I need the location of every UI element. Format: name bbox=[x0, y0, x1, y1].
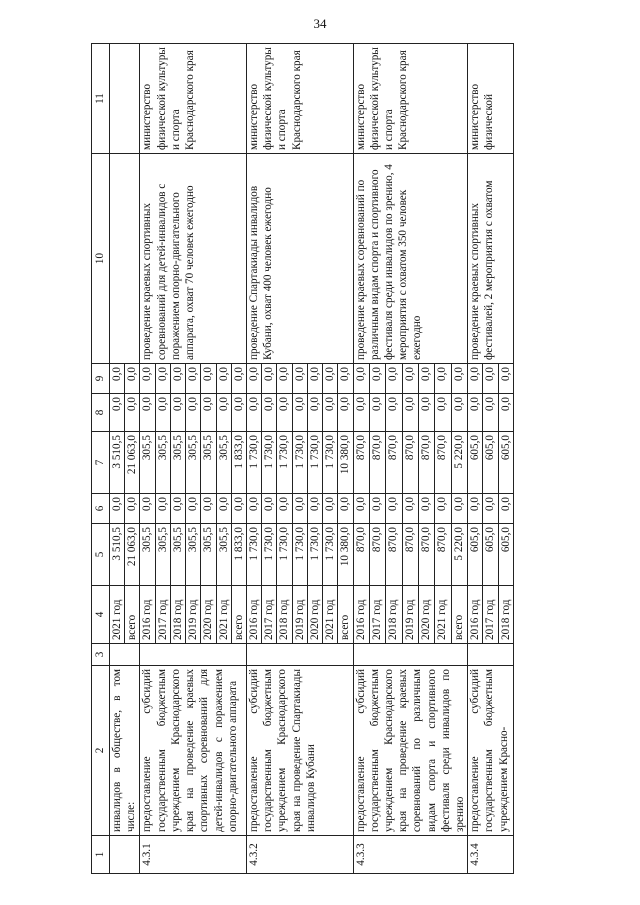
total-funding-cell: 605,0 bbox=[468, 524, 483, 586]
other-funding-cell: 0,0 bbox=[498, 364, 513, 394]
federal-funding-cell: 0,0 bbox=[292, 494, 307, 524]
local-funding-cell: 0,0 bbox=[186, 394, 201, 432]
year-cell: 2018 год bbox=[386, 586, 402, 644]
column-number: 9 bbox=[92, 364, 110, 394]
regional-funding-cell: 5 220,0 bbox=[451, 432, 467, 494]
total-funding-cell: 1 730,0 bbox=[262, 524, 277, 586]
item-number-cell: 4.3.1 bbox=[140, 836, 247, 874]
column-number: 8 bbox=[92, 394, 110, 432]
local-funding-cell: 0,0 bbox=[386, 394, 402, 432]
table-row bbox=[140, 44, 155, 874]
federal-funding-cell: 0,0 bbox=[307, 494, 322, 524]
total-funding-cell: 10 380,0 bbox=[338, 524, 353, 586]
column-3-cell bbox=[140, 644, 247, 666]
local-funding-cell: 0,0 bbox=[246, 394, 261, 432]
column-number: 7 bbox=[92, 432, 110, 494]
other-funding-cell: 0,0 bbox=[231, 364, 246, 394]
local-funding-cell: 0,0 bbox=[498, 394, 513, 432]
local-funding-cell: 0,0 bbox=[419, 394, 435, 432]
federal-funding-cell: 0,0 bbox=[419, 494, 435, 524]
year-cell: 2020 год bbox=[307, 586, 322, 644]
item-name-cell: предоставление субсидий государственным бюджетным учреждением Краснодарского края на проведение Спартакиады инвалидов Кубани bbox=[246, 666, 353, 836]
other-funding-cell: 0,0 bbox=[125, 364, 140, 394]
federal-funding-cell: 0,0 bbox=[323, 494, 338, 524]
other-funding-cell: 0,0 bbox=[155, 364, 170, 394]
year-cell: 2019 год bbox=[186, 586, 201, 644]
total-funding-cell: 305,5 bbox=[170, 524, 185, 586]
local-funding-cell: 0,0 bbox=[155, 394, 170, 432]
total-funding-cell: 5 220,0 bbox=[451, 524, 467, 586]
regional-funding-cell: 1 730,0 bbox=[277, 432, 292, 494]
item-name-cell: предоставление субсидий государственным бюджетным учреждением Краснодарского края на проведение краевых соревнований по различным видам спорта и спортивного фестиваля среди инвалидов по зрению bbox=[353, 666, 468, 836]
year-cell: 2021 год bbox=[323, 586, 338, 644]
federal-funding-cell: 0,0 bbox=[468, 494, 483, 524]
other-funding-cell: 0,0 bbox=[435, 364, 451, 394]
other-funding-cell: 0,0 bbox=[262, 364, 277, 394]
federal-funding-cell: 0,0 bbox=[483, 494, 498, 524]
other-funding-cell: 0,0 bbox=[338, 364, 353, 394]
executor-cell: министерство физической bbox=[468, 44, 514, 154]
year-cell: 2021 год bbox=[110, 586, 125, 644]
column-number: 2 bbox=[92, 666, 110, 836]
year-cell: всего bbox=[451, 586, 467, 644]
regional-funding-cell: 1 730,0 bbox=[246, 432, 261, 494]
table-row bbox=[468, 44, 483, 874]
federal-funding-cell: 0,0 bbox=[246, 494, 261, 524]
program-table bbox=[91, 43, 514, 874]
federal-funding-cell: 0,0 bbox=[231, 494, 246, 524]
total-funding-cell: 870,0 bbox=[435, 524, 451, 586]
rotated-table-container bbox=[91, 44, 541, 874]
year-cell: 2019 год bbox=[402, 586, 418, 644]
total-funding-cell: 1 730,0 bbox=[277, 524, 292, 586]
other-funding-cell: 0,0 bbox=[307, 364, 322, 394]
total-funding-cell: 305,5 bbox=[140, 524, 155, 586]
column-number: 1 bbox=[92, 836, 110, 874]
local-funding-cell: 0,0 bbox=[125, 394, 140, 432]
item-name-cell: предоставление субсидий государственным бюджетным учреждением Красно- bbox=[468, 666, 514, 836]
year-cell: 2016 год bbox=[353, 586, 369, 644]
local-funding-cell: 0,0 bbox=[170, 394, 185, 432]
other-funding-cell: 0,0 bbox=[170, 364, 185, 394]
column-number: 5 bbox=[92, 524, 110, 586]
column-3-cell bbox=[246, 644, 353, 666]
regional-funding-cell: 1 730,0 bbox=[292, 432, 307, 494]
federal-funding-cell: 0,0 bbox=[498, 494, 513, 524]
other-funding-cell: 0,0 bbox=[201, 364, 216, 394]
result-cell: проведение краевых соревнований по различным видам спорта и спортивного фестиваля среди инвалидов по зрению, 4 мероприятия с охватом 350 человек ежегодно bbox=[353, 154, 468, 364]
federal-funding-cell: 0,0 bbox=[435, 494, 451, 524]
federal-funding-cell: 0,0 bbox=[155, 494, 170, 524]
other-funding-cell: 0,0 bbox=[140, 364, 155, 394]
year-cell: 2020 год bbox=[419, 586, 435, 644]
year-cell: 2017 год bbox=[369, 586, 385, 644]
regional-funding-cell: 870,0 bbox=[435, 432, 451, 494]
regional-funding-cell: 305,5 bbox=[186, 432, 201, 494]
regional-funding-cell: 1 730,0 bbox=[323, 432, 338, 494]
federal-funding-cell: 0,0 bbox=[338, 494, 353, 524]
federal-funding-cell: 0,0 bbox=[140, 494, 155, 524]
local-funding-cell: 0,0 bbox=[231, 394, 246, 432]
other-funding-cell: 0,0 bbox=[451, 364, 467, 394]
local-funding-cell: 0,0 bbox=[323, 394, 338, 432]
local-funding-cell: 0,0 bbox=[140, 394, 155, 432]
item-name-cell: предоставление субсидий государственным бюджетным учреждением Краснодарского края на проведение краевых спортивных соревнований для детей-инвалидов с поражением опорно-двигательного аппарата bbox=[140, 666, 247, 836]
total-funding-cell: 3 510,5 bbox=[110, 524, 125, 586]
executor-cell: министерство физической культуры и спорта Краснодарского края bbox=[140, 44, 247, 154]
local-funding-cell: 0,0 bbox=[353, 394, 369, 432]
column-3-cell bbox=[353, 644, 468, 666]
total-funding-cell: 305,5 bbox=[155, 524, 170, 586]
year-cell: 2018 год bbox=[170, 586, 185, 644]
federal-funding-cell: 0,0 bbox=[262, 494, 277, 524]
total-funding-cell: 305,5 bbox=[201, 524, 216, 586]
regional-funding-cell: 305,5 bbox=[155, 432, 170, 494]
federal-funding-cell: 0,0 bbox=[402, 494, 418, 524]
total-funding-cell: 870,0 bbox=[369, 524, 385, 586]
year-cell: всего bbox=[231, 586, 246, 644]
column-number: 4 bbox=[92, 586, 110, 644]
total-funding-cell: 1 730,0 bbox=[323, 524, 338, 586]
year-cell: 2018 год bbox=[277, 586, 292, 644]
other-funding-cell: 0,0 bbox=[483, 364, 498, 394]
total-funding-cell: 870,0 bbox=[353, 524, 369, 586]
column-number: 3 bbox=[92, 644, 110, 666]
other-funding-cell: 0,0 bbox=[386, 364, 402, 394]
total-funding-cell: 870,0 bbox=[386, 524, 402, 586]
federal-funding-cell: 0,0 bbox=[216, 494, 231, 524]
federal-funding-cell: 0,0 bbox=[451, 494, 467, 524]
federal-funding-cell: 0,0 bbox=[186, 494, 201, 524]
year-cell: 2017 год bbox=[155, 586, 170, 644]
column-3-cell bbox=[468, 644, 514, 666]
total-funding-cell: 1 730,0 bbox=[292, 524, 307, 586]
regional-funding-cell: 1 730,0 bbox=[307, 432, 322, 494]
year-cell: 2017 год bbox=[483, 586, 498, 644]
total-funding-cell: 305,5 bbox=[216, 524, 231, 586]
other-funding-cell: 0,0 bbox=[110, 364, 125, 394]
table-row bbox=[110, 44, 125, 874]
total-funding-cell: 605,0 bbox=[498, 524, 513, 586]
column-number: 10 bbox=[92, 154, 110, 364]
table-row bbox=[353, 44, 369, 874]
other-funding-cell: 0,0 bbox=[468, 364, 483, 394]
regional-funding-cell: 3 510,5 bbox=[110, 432, 125, 494]
federal-funding-cell: 0,0 bbox=[369, 494, 385, 524]
local-funding-cell: 0,0 bbox=[292, 394, 307, 432]
year-cell: 2021 год bbox=[216, 586, 231, 644]
total-funding-cell: 1 730,0 bbox=[307, 524, 322, 586]
column-number: 11 bbox=[92, 44, 110, 154]
total-funding-cell: 21 063,0 bbox=[125, 524, 140, 586]
other-funding-cell: 0,0 bbox=[353, 364, 369, 394]
other-funding-cell: 0,0 bbox=[277, 364, 292, 394]
executor-cell bbox=[110, 44, 140, 154]
item-number-cell: 4.3.2 bbox=[246, 836, 353, 874]
federal-funding-cell: 0,0 bbox=[201, 494, 216, 524]
regional-funding-cell: 605,0 bbox=[468, 432, 483, 494]
local-funding-cell: 0,0 bbox=[201, 394, 216, 432]
other-funding-cell: 0,0 bbox=[246, 364, 261, 394]
result-cell: проведение Спартакиады инвалидов Кубани, охват 400 человек ежегодно bbox=[246, 154, 353, 364]
other-funding-cell: 0,0 bbox=[402, 364, 418, 394]
local-funding-cell: 0,0 bbox=[307, 394, 322, 432]
result-cell: проведение краевых спортивных фестивалей, 2 мероприятия с охватом bbox=[468, 154, 514, 364]
year-cell: 2016 год bbox=[468, 586, 483, 644]
regional-funding-cell: 870,0 bbox=[419, 432, 435, 494]
year-cell: всего bbox=[338, 586, 353, 644]
year-cell: 2016 год bbox=[246, 586, 261, 644]
local-funding-cell: 0,0 bbox=[216, 394, 231, 432]
local-funding-cell: 0,0 bbox=[435, 394, 451, 432]
regional-funding-cell: 870,0 bbox=[386, 432, 402, 494]
local-funding-cell: 0,0 bbox=[262, 394, 277, 432]
federal-funding-cell: 0,0 bbox=[170, 494, 185, 524]
result-cell: проведение краевых спортивных соревнований для детей-инвалидов с поражением опорно-двигательного аппарата, охват 70 человек ежегодно bbox=[140, 154, 247, 364]
local-funding-cell: 0,0 bbox=[402, 394, 418, 432]
total-funding-cell: 605,0 bbox=[483, 524, 498, 586]
federal-funding-cell: 0,0 bbox=[353, 494, 369, 524]
item-number-cell: 4.3.3 bbox=[353, 836, 468, 874]
local-funding-cell: 0,0 bbox=[451, 394, 467, 432]
regional-funding-cell: 870,0 bbox=[369, 432, 385, 494]
regional-funding-cell: 305,5 bbox=[170, 432, 185, 494]
year-cell: 2017 год bbox=[262, 586, 277, 644]
regional-funding-cell: 1 730,0 bbox=[262, 432, 277, 494]
regional-funding-cell: 605,0 bbox=[498, 432, 513, 494]
other-funding-cell: 0,0 bbox=[292, 364, 307, 394]
page-number: 34 bbox=[313, 16, 327, 31]
other-funding-cell: 0,0 bbox=[369, 364, 385, 394]
regional-funding-cell: 21 063,0 bbox=[125, 432, 140, 494]
federal-funding-cell: 0,0 bbox=[125, 494, 140, 524]
regional-funding-cell: 605,0 bbox=[483, 432, 498, 494]
regional-funding-cell: 305,5 bbox=[216, 432, 231, 494]
local-funding-cell: 0,0 bbox=[369, 394, 385, 432]
other-funding-cell: 0,0 bbox=[323, 364, 338, 394]
column-number-header bbox=[92, 44, 110, 874]
federal-funding-cell: 0,0 bbox=[277, 494, 292, 524]
total-funding-cell: 870,0 bbox=[419, 524, 435, 586]
regional-funding-cell: 1 833,0 bbox=[231, 432, 246, 494]
column-3-cell bbox=[110, 644, 140, 666]
regional-funding-cell: 10 380,0 bbox=[338, 432, 353, 494]
local-funding-cell: 0,0 bbox=[468, 394, 483, 432]
regional-funding-cell: 305,5 bbox=[201, 432, 216, 494]
executor-cell: министерство физической культуры и спорта Краснодарского края bbox=[353, 44, 468, 154]
regional-funding-cell: 305,5 bbox=[140, 432, 155, 494]
item-name-cell: инвалидов в обществе, в том числе: bbox=[110, 666, 140, 836]
total-funding-cell: 305,5 bbox=[186, 524, 201, 586]
local-funding-cell: 0,0 bbox=[277, 394, 292, 432]
regional-funding-cell: 870,0 bbox=[402, 432, 418, 494]
item-number-cell bbox=[110, 836, 140, 874]
federal-funding-cell: 0,0 bbox=[386, 494, 402, 524]
local-funding-cell: 0,0 bbox=[338, 394, 353, 432]
year-cell: 2021 год bbox=[435, 586, 451, 644]
total-funding-cell: 1 730,0 bbox=[246, 524, 261, 586]
total-funding-cell: 870,0 bbox=[402, 524, 418, 586]
column-number: 6 bbox=[92, 494, 110, 524]
federal-funding-cell: 0,0 bbox=[110, 494, 125, 524]
table-row bbox=[246, 44, 261, 874]
local-funding-cell: 0,0 bbox=[483, 394, 498, 432]
item-number-cell: 4.3.4 bbox=[468, 836, 514, 874]
local-funding-cell: 0,0 bbox=[110, 394, 125, 432]
regional-funding-cell: 870,0 bbox=[353, 432, 369, 494]
year-cell: 2020 год bbox=[201, 586, 216, 644]
result-cell bbox=[110, 154, 140, 364]
other-funding-cell: 0,0 bbox=[186, 364, 201, 394]
other-funding-cell: 0,0 bbox=[216, 364, 231, 394]
year-cell: всего bbox=[125, 586, 140, 644]
year-cell: 2018 год bbox=[498, 586, 513, 644]
total-funding-cell: 1 833,0 bbox=[231, 524, 246, 586]
executor-cell: министерство физической культуры и спорта Краснодарского края bbox=[246, 44, 353, 154]
table-body bbox=[110, 44, 514, 874]
year-cell: 2016 год bbox=[140, 586, 155, 644]
year-cell: 2019 год bbox=[292, 586, 307, 644]
other-funding-cell: 0,0 bbox=[419, 364, 435, 394]
